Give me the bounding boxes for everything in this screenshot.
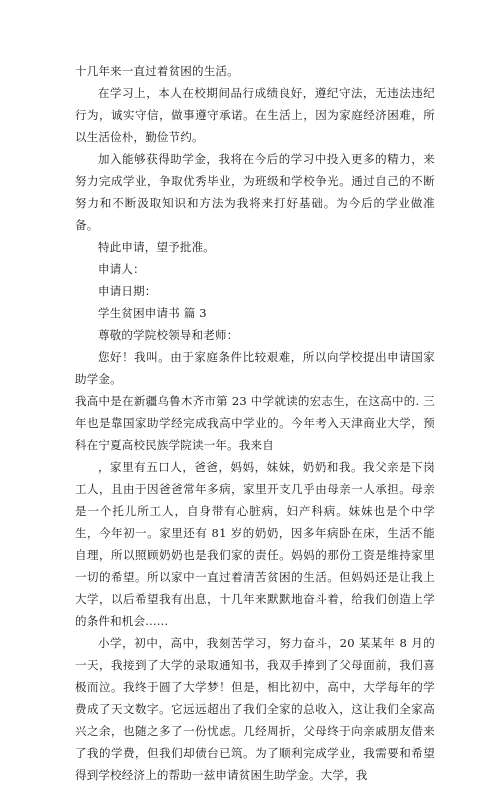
paragraph-study-life: 在学习上，本人在校期间品行成绩良好，遵纪守法，无违法违纪行为，诚实守信，做事遵守承诺。在生活上，因为家庭经济困难，所以生活俭朴，勤俭节约。 bbox=[75, 86, 435, 144]
paragraph-greeting: 您好！我叫。由于家庭条件比较艰难，所以向学校提出申请国家助学金。 bbox=[75, 350, 435, 386]
paragraph-education: 小学，初中，高中，我刻苦学习，努力奋斗，20 某某年 8 月的一天，我接到了大学的录取通知书，我双手捧到了父母面前，我们喜极而泣。我终于圆了大学梦！但是，相比初中，高中，大学每年的学费成了天文数字。它远远超出了我们全家的总收入，这让我们全家高兴之余，也随之多了一份忧虑。几经周折，父母终于向亲戚朋友借来了我的学费，但我们却债台已筑。为了顺利完成学业，我需要和希望得到学校经济上的帮助一兹申请贫困生助学金。大学，我 bbox=[75, 636, 435, 782]
paragraph-request-approval: 特此申请，望予批准。 bbox=[98, 240, 215, 254]
paragraph-continuation: 十几年来一直过着贫困的生活。 bbox=[75, 64, 239, 78]
salutation: 尊敬的学院校领导和老师： bbox=[98, 328, 239, 342]
application-date-line: 申请日期： bbox=[98, 284, 157, 298]
paragraph-family: ，家里有五口人，爸爸，妈妈，妹妹，奶奶和我。我父亲是下岗工人，且由于因爸爸常年多病，家里开支几乎由母亲一人承担。母亲是一个托儿所工人，自身带有心脏病，妇产科病。妹妹也是个中学生，今年初一。家里还有 81 岁的奶奶，因多年病卧在床，生活不能自理，所以照顾奶奶也是我们家的责任。妈妈的那份工资是维持家里一切的希望。所以家中一直过着清苦贫困的生活。但妈妈还是让我上大学，以后希望我有出息，十几年来默默地奋斗着，给我们创造上学的条件和机会...... bbox=[75, 460, 435, 628]
section-title: 学生贫困申请书 篇 3 bbox=[98, 306, 207, 320]
applicant-line: 申请人： bbox=[98, 262, 145, 276]
document-body bbox=[75, 60, 435, 786]
paragraph-commitment: 加入能够获得助学金，我将在今后的学习中投入更多的精力，来努力完成学业，争取优秀毕业，为班级和学校争光。通过自己的不断努力和不断汲取知识和方法为我将来打好基础。为今后的学业做准备。 bbox=[75, 152, 435, 232]
paragraph-background: 我高中是在新疆乌鲁木齐市第 23 中学就读的宏志生，在这高中的. 三年也是靠国家助学经完成我高中学业的。今年考入天津商业大学，预科在宁夏高校民族学院读一年。我来自 bbox=[75, 394, 435, 452]
